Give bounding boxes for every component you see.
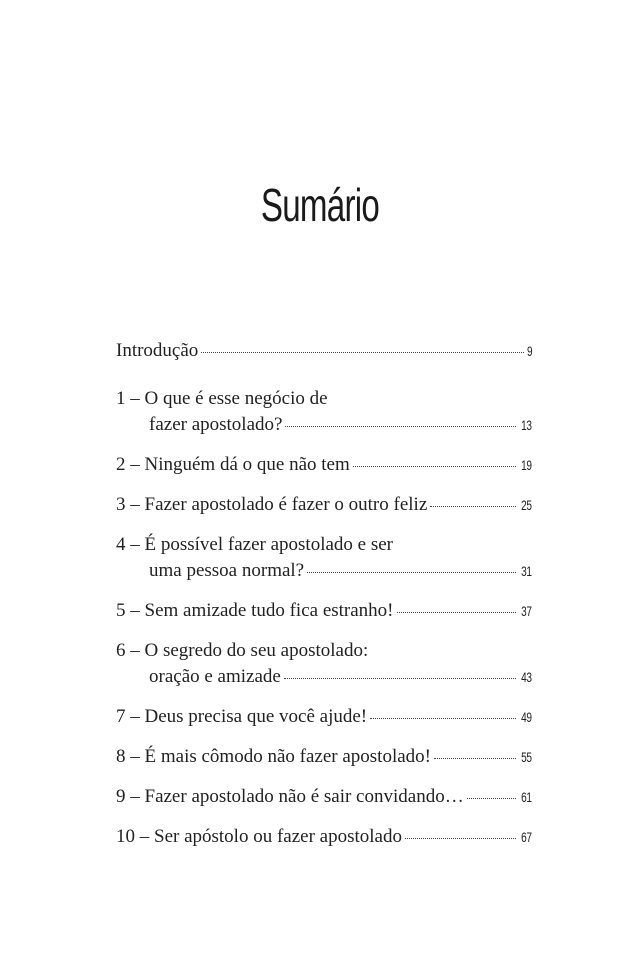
toc-entry-title: 5 – Sem amizade tudo fica estranho! [116,600,394,621]
toc-entry-title-continued: fazer apostolado? [149,414,283,435]
toc-page-number: 61 [521,789,532,805]
toc-entry-title: 6 – O segredo do seu apostolado: [116,640,369,661]
toc-entry-chapter-6[interactable] [116,638,532,690]
toc-page-number: 13 [521,417,532,433]
toc-page-number: 9 [526,343,532,359]
dot-leader [201,352,523,353]
toc-entry-title: 1 – O que é esse negócio de [116,388,328,409]
toc-entry-title: 8 – É mais cômodo não fazer apostolado! [116,746,431,767]
dot-leader [307,572,516,573]
toc-entry-title: 2 – Ninguém dá o que não tem [116,454,350,475]
toc-entry-chapter-4[interactable] [116,532,532,584]
dot-leader [397,612,517,613]
toc-entry-chapter-3[interactable] [116,492,532,518]
toc-page-number: 67 [521,829,532,845]
toc-entry-title-continued: oração e amizade [149,666,281,687]
toc-entry-title: 7 – Deus precisa que você ajude! [116,706,368,727]
dot-leader [405,838,516,839]
toc-entry-title: 3 – Fazer apostolado é fazer o outro feliz [116,494,428,515]
toc-entry-title: Introdução [116,340,199,361]
toc-entry-introduction[interactable] [116,338,532,364]
page-title: Sumário [260,179,380,231]
toc-entry-title-continued: uma pessoa normal? [149,560,305,581]
toc-entry-title: 4 – É possível fazer apostolado e ser [116,534,393,555]
toc-entry-chapter-7[interactable] [116,704,532,730]
dot-leader [430,506,516,507]
toc-entry-chapter-1[interactable] [116,386,532,438]
dot-leader [284,678,517,679]
dot-leader [370,718,516,719]
dot-leader [434,758,516,759]
dot-leader [353,466,517,467]
toc-page-number: 31 [521,563,532,579]
table-of-contents [116,338,532,864]
toc-entry-title: 9 – Fazer apostolado não é sair convidando… [116,786,464,807]
toc-entry-chapter-5[interactable] [116,598,532,624]
toc-entry-chapter-8[interactable] [116,744,532,770]
toc-page-number: 55 [521,749,532,765]
toc-page-number: 37 [521,603,532,619]
dot-leader [467,798,517,799]
toc-entry-chapter-9[interactable] [116,784,532,810]
toc-entry-title: 10 – Ser apóstolo ou fazer apostolado [116,826,402,847]
toc-page-number: 19 [521,457,532,473]
dot-leader [285,426,516,427]
toc-page-number: 43 [521,669,532,685]
toc-page-number: 25 [521,497,532,513]
toc-page-number: 49 [521,709,532,725]
toc-entry-chapter-2[interactable] [116,452,532,478]
toc-entry-chapter-10[interactable] [116,824,532,850]
